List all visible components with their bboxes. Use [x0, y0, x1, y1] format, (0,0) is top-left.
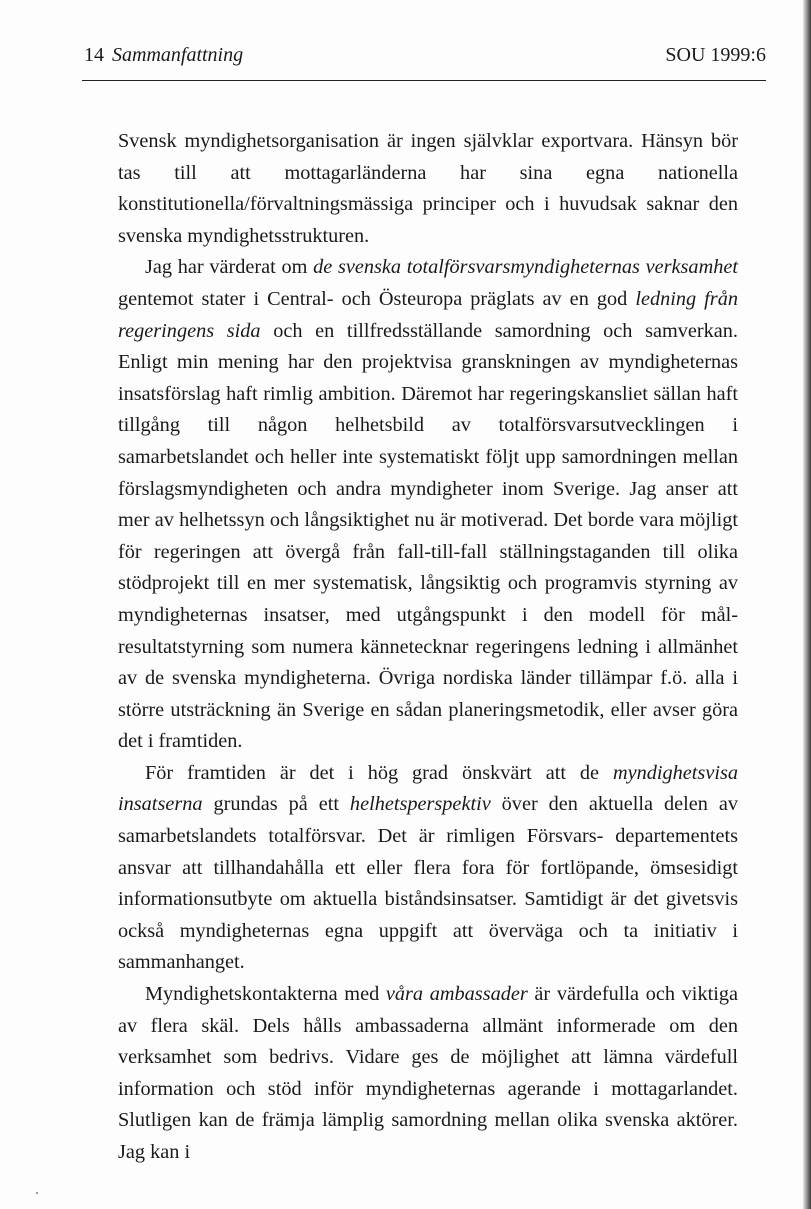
text-span: och en tillfredsställande samordning och samverkan. Enligt min mening har den projektvisa granskningen av myndigheternas insatsförslag haft rimlig ambition. Däremot har regeringskansliet sällan haft tillgång till någon helhetsbild av totalförsvarsutvecklingen i samarbetslandet och heller inte systematiskt följt upp samordningen mellan förslagsmyndigheten och andra myndigheter inom Sverige. Jag anser att mer av helhetssyn och långsiktighet nu är motiverad. Det borde vara möjligt för regeringen att övergå från fall-till-fall ställningstaganden till olika stödprojekt till en mer systematisk, långsiktig och programvis styrning av myndigheternas insatser, med utgångspunkt i den modell för mål- resultatstyrning som numera kännetecknar regeringens ledning i allmänhet av de svenska myndigheterna. Övriga nordiska länder tillämpar f.ö. alla i större utsträckning än Sverige en sådan planeringsmetodik, eller avser göra det i framtiden.	[118, 319, 738, 753]
text-span: Jag har värderat om	[145, 256, 314, 279]
page-number: 14	[84, 44, 104, 66]
paragraph	[118, 758, 738, 979]
header-rule	[82, 80, 766, 81]
text-span: över den aktuella delen av samarbetslandets totalförsvar. Det är rimligen Försvars- departementets ansvar att tillhandahålla ett eller flera fora för fortlöpande, ömsesidigt informationsutbyte om aktuella biståndsinsatser. Samtidigt är det givetsvis också myndigheternas egna uppgift att överväga och ta initiativ i sammanhanget.	[118, 793, 739, 974]
italic-span: ledning från regeringens sida	[118, 287, 738, 342]
paragraph	[118, 126, 738, 252]
report-id: SOU 1999:6	[665, 44, 766, 66]
page-edge-shadow	[803, 0, 811, 1209]
text-span: Myndighetskontakterna med	[145, 983, 386, 1006]
italic-span: de svenska totalförsvarsmyndigheternas verksamhet	[313, 256, 738, 279]
italic-span: myndighetsvisa insatserna	[118, 761, 738, 816]
paragraph	[118, 252, 738, 758]
text-span: gentemot stater i Central- och Östeuropa präglats av en god	[118, 287, 636, 310]
italic-span: helhetsperspektiv	[349, 793, 491, 816]
section-title: Sammanfattning	[112, 44, 244, 66]
header-left	[84, 44, 243, 67]
text-span: är värdefulla och viktiga av flera skäl. Dels hålls ambassaderna allmänt informerade om den verksamhet som bedrivs. Vidare ges de möjlighet att lämna värdefull information och stöd inför myndigheternas agerande i mottagarlandet. Slutligen kan de främja lämplig samordning mellan olika svenska aktörer. Jag kan i	[118, 983, 738, 1163]
paragraph	[118, 979, 738, 1169]
text-span: grundas på ett	[202, 793, 350, 816]
body-text	[118, 126, 738, 1169]
running-header	[84, 44, 766, 74]
text-span: Svensk myndighetsorganisation är ingen självklar exportvara. Hänsyn bör tas till att mottagarländerna har sina egna nationella konstitutionella/förvaltningsmässiga principer och i huvudsak saknar den svenska myndighetsstrukturen.	[118, 130, 738, 247]
italic-span: våra ambassader	[385, 983, 528, 1006]
text-span: För framtiden är det i hög grad önskvärt att de	[145, 761, 613, 784]
scan-speck	[36, 1192, 38, 1194]
